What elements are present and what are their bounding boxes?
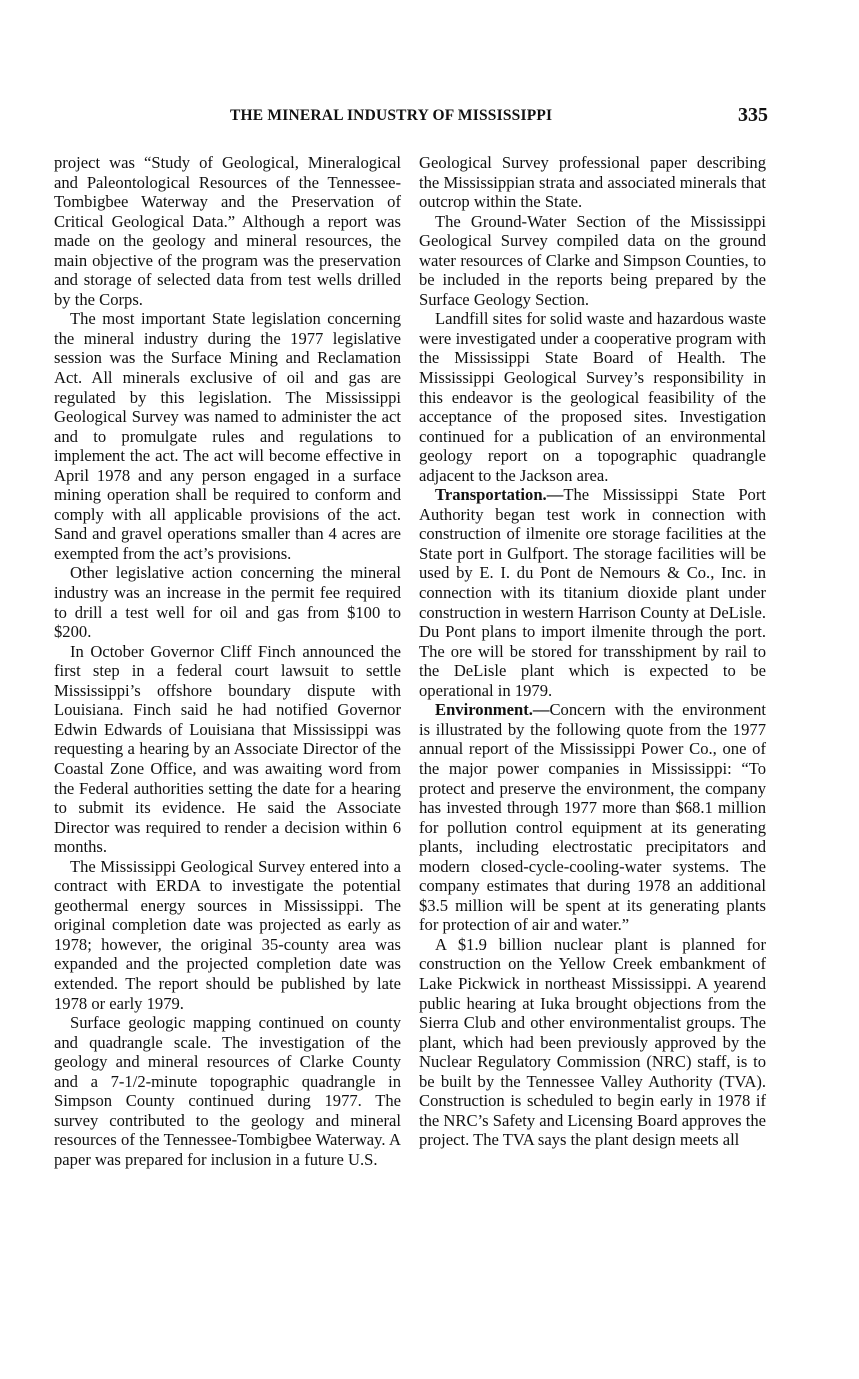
page-number: 335 xyxy=(738,104,768,126)
paragraph-environment xyxy=(419,700,766,935)
section-heading-environment: Environment.— xyxy=(435,700,550,720)
left-column xyxy=(54,153,401,1169)
paragraph: In October Governor Cliff Finch announced the first step in a federal court lawsuit to settle Mississippi’s offshore boundary dispute with Louisiana. Finch said he had notified Governor Edwin Edwards of Louisiana that Mississippi was requesting a hearing by an Associate Director of the Coastal Zone Office, and was awaiting word from the Federal authorities setting the date for a hearing to submit its evidence. He said the Associate Director was required to render a decision within 6 months. xyxy=(54,641,401,857)
page-header xyxy=(54,104,768,131)
paragraph: Geological Survey professional paper describing the Mississippian strata and associated minerals that outcrop within the State. xyxy=(419,153,766,212)
running-head: THE MINERAL INDUSTRY OF MISSISSIPPI xyxy=(230,107,553,124)
paragraph: project was “Study of Geological, Mineralogical and Paleontological Resources of the Tennessee-Tombigbee Waterway and the Preservation of Critical Geological Data.” Although a report was made on the geology and mineral resources, the main objective of the program was the preservation and storage of selected data from test wells drilled by the Corps. xyxy=(54,153,401,309)
paragraph-body: The Mississippi State Port Authority began test work in connection with construction of ilmenite ore storage facilities at the State port in Gulfport. The storage facilities will be used by E. I. du Pont de Nemours & Co., Inc. in connection with its titanium dioxide plant under construction in western Harrison County at DeLisle. Du Pont plans to import ilmenite through the port. The ore will be stored for transshipment by rail to the DeLisle plant which is expected to be operational in 1979. xyxy=(419,485,767,700)
paragraph: A $1.9 billion nuclear plant is planned for construction on the Yellow Creek embankment of Lake Pickwick in northeast Mississippi. A yearend public hearing at Iuka brought objections from the Sierra Club and other environmentalist groups. The plant, which had been previously approved by the Nuclear Regulatory Commission (NRC) staff, is to be built by the Tennessee Valley Authority (TVA). Construction is scheduled to begin early in 1978 if the NRC’s Safety and Licensing Board approves the project. The TVA says the plant design meets all xyxy=(419,934,767,1150)
paragraph: Other legislative action concerning the mineral industry was an increase in the permit fee required to drill a test well for oil and gas from $100 to $200. xyxy=(54,563,401,642)
paragraph-body: Concern with the environment is illustrated by the following quote from the 1977 annual report of the Mississippi Power Co., one of the major power companies in Mississippi: “To protect and preserve the environment, the company has invested through 1977 more than $68.1 million for pollution control equipment at its generating plants, including electrostatic precipitators and modern closed-cycle-cooling-water systems. The company estimates that during 1978 an additional $3.5 million will be spent at its generating plants for protection of air and water.” xyxy=(419,700,766,935)
paragraph-transportation xyxy=(419,485,766,700)
paragraph: The Mississippi Geological Survey entered into a contract with ERDA to investigate the potential geothermal energy sources in Mississippi. The original completion date was projected as early as 1978; however, the original 35-county area was expanded and the projected completion date was extended. The report should be published by late 1978 or early 1979. xyxy=(54,856,401,1013)
section-heading-transportation: Transportation.— xyxy=(435,485,564,505)
paragraph: The Ground-Water Section of the Mississippi Geological Survey compiled data on the ground water resources of Clarke and Simpson Counties, to be included in the reports being prepared by the Surface Geology Section. xyxy=(419,211,766,309)
paragraph: Surface geologic mapping continued on county and quadrangle scale. The investigation of the geology and mineral resources of Clarke County and a 7-1/2-minute topographic quadrangle in Simpson County continued during 1977. The survey contributed to the geology and mineral resources of the Tennessee-Tombigbee Waterway. A paper was prepared for inclusion in a future U.S. xyxy=(54,1013,401,1169)
paragraph: The most important State legislation concerning the mineral industry during the 1977 legislative session was the Surface Mining and Reclamation Act. All minerals exclusive of oil and gas are regulated by this legislation. The Mississippi Geological Survey was named to administer the act and to promulgate rules and regulations to implement the act. The act will become effective in April 1978 and any person engaged in a surface mining operation shall be required to conform and comply with all applicable provisions of the act. Sand and gravel operations smaller than 4 acres are exempted from the act’s provisions. xyxy=(54,309,401,563)
right-column xyxy=(419,153,766,1150)
paragraph: Landfill sites for solid waste and hazardous waste were investigated under a cooperative program with the Mississippi State Board of Health. The Mississippi Geological Survey’s responsibility in this endeavor is the geological feasibility of the acceptance of the proposed sites. Investigation continued for a publication of an environmental geology report on a topographic quadrangle adjacent to the Jackson area. xyxy=(419,309,766,485)
